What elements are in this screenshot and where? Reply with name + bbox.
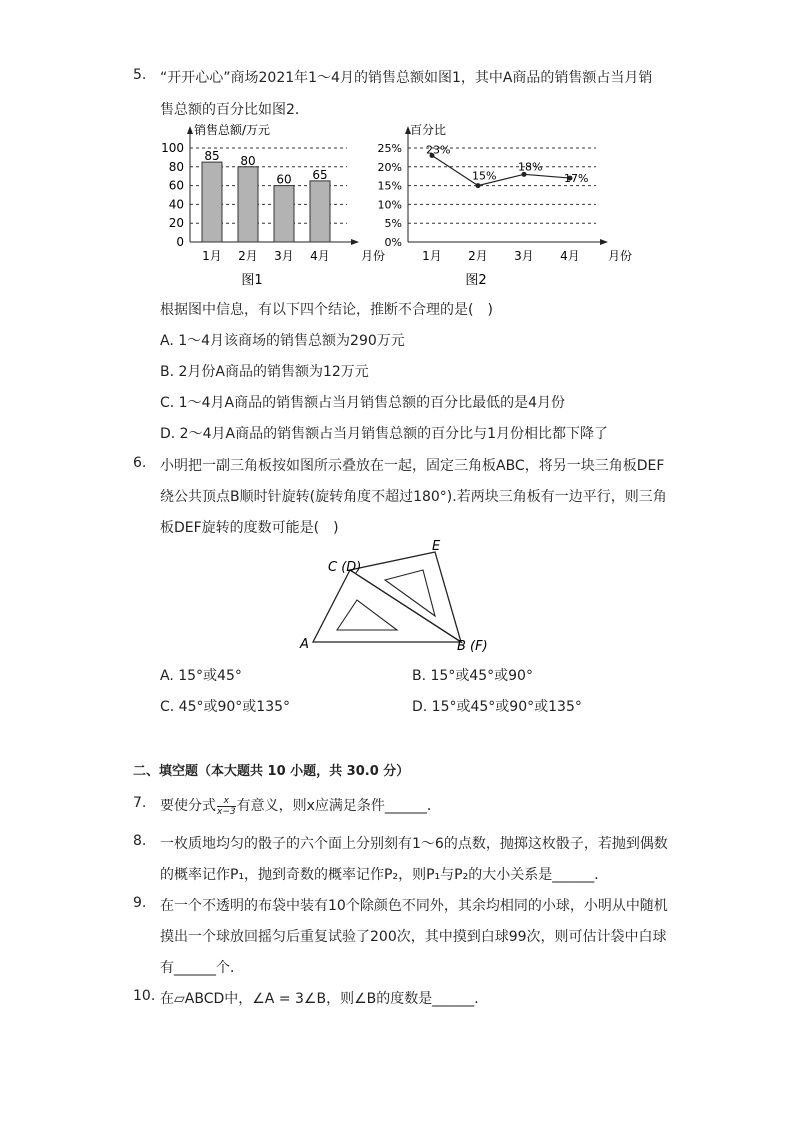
line-value-label: 15%: [472, 169, 497, 183]
bar-value-label: 60: [276, 172, 292, 187]
q5-option-b: B. 2月份A商品的销售额为12万元: [160, 364, 369, 380]
bar: [274, 186, 294, 242]
bar-y-tick: 40: [168, 197, 184, 212]
line-y-label: 百分比: [410, 123, 447, 137]
section-title: 二、填空题（本大题共 10 小题，共 30.0 分）: [133, 764, 410, 779]
q9-number: 9.: [133, 895, 147, 911]
q6-number: 6.: [133, 455, 147, 471]
q5-line2: 售总额的百分比如图2．: [160, 102, 309, 118]
bar-category-label: 3月: [274, 249, 294, 263]
line-point: [476, 183, 481, 188]
q8-line1: 一枚质地均匀的骰子的六个面上分别刻有1～6的点数，抛掷这枚骰子，若抛到偶数: [160, 836, 668, 852]
line-category-label: 2月: [468, 249, 488, 263]
bar-x-arrow: [351, 239, 359, 245]
q7-pre: 要使分式: [160, 798, 216, 814]
q5-option-d: D. 2～4月A商品的销售额占当月销售总额的百分比与1月份相比都下降了: [160, 426, 608, 442]
bar-y-tick: 100: [161, 141, 184, 155]
bar: [238, 167, 258, 242]
bar-y-tick: 20: [168, 216, 184, 231]
q6-option-c: C. 45°或90°或135°: [160, 699, 291, 715]
label-b-f: B (F): [457, 639, 488, 654]
line-x-label: 月份: [608, 249, 633, 263]
line-y-tick: 15%: [377, 179, 402, 193]
bar-category-label: 1月: [202, 249, 222, 263]
line-category-label: 1月: [422, 249, 442, 263]
label-a: A: [300, 637, 309, 652]
q6-option-b: B. 15°或45°或90°: [412, 668, 533, 684]
line-y-tick: 25%: [377, 142, 402, 155]
bar-y-label: 销售总额/万元: [194, 123, 271, 137]
q6-option-a: A. 15°或45°: [160, 668, 242, 684]
q9-line1: 在一个不透明的布袋中装有10个除颜色不同外，其余均相同的小球，小明从中随机: [160, 898, 668, 914]
q5-option-a: A. 1～4月该商场的销售总额为290万元: [160, 333, 405, 349]
bar-x-label: 月份: [361, 249, 386, 263]
line-y-tick: 0%: [384, 236, 402, 249]
q6-option-d: D. 15°或45°或90°或135°: [412, 699, 582, 715]
label-e: E: [432, 539, 441, 554]
q5-question: 根据图中信息，有以下四个结论，推断不合理的是( ): [160, 302, 493, 318]
bar-y-tick: 60: [168, 178, 184, 193]
bar-chart: [150, 118, 386, 290]
line-series: [432, 156, 570, 186]
line-y-tick: 5%: [384, 217, 402, 231]
q6-line1: 小明把一副三角板按如图所示叠放在一起，固定三角板ABC，将另一块三角板DEF: [160, 458, 665, 474]
bar-value-label: 85: [204, 149, 220, 164]
q7-frac-den: x−3: [217, 806, 236, 817]
triangle-figure: [295, 538, 515, 658]
q10-number: 10.: [133, 988, 156, 1004]
line-category-label: 4月: [560, 249, 580, 263]
line-value-label: 23%: [426, 143, 451, 157]
bar-y-tick: 0: [176, 235, 184, 249]
q7-text: [160, 795, 441, 817]
bar-y-tick: 80: [168, 159, 184, 174]
bar-value-label: 80: [240, 153, 256, 168]
line-chart: [372, 118, 633, 290]
line-y-tick: 20%: [377, 160, 402, 174]
q10-text: 在▱ABCD中，∠A = 3∠B，则∠B的度数是______．: [160, 991, 489, 1007]
bar-category-label: 2月: [238, 249, 258, 263]
q9-line3: 有______个．: [160, 960, 244, 976]
q9-line2: 摸出一个球放回摇匀后重复试验了200次，其中摸到白球99次，则可估计袋中白球: [160, 929, 667, 945]
q7-post: 有意义，则x应满足条件______．: [236, 798, 441, 814]
bar-y-arrow: [187, 126, 193, 134]
q5-option-c: C. 1～4月A商品的销售额占当月销售总额的百分比最低的是4月份: [160, 395, 565, 411]
label-c-d: C (D): [328, 560, 362, 575]
bar-chart-title: 图1: [241, 273, 263, 288]
bar-category-label: 4月: [310, 249, 330, 263]
line-category-label: 3月: [514, 249, 534, 263]
line-y-tick: 10%: [377, 198, 402, 212]
line-chart-title: 图2: [465, 273, 487, 288]
q8-number: 8.: [133, 833, 147, 849]
line-value-label: 17%: [564, 172, 589, 186]
triangle-def: [350, 552, 461, 642]
line-value-label: 18%: [518, 160, 543, 174]
bar: [310, 181, 330, 242]
q6-line3: 板DEF旋转的度数可能是( ): [160, 520, 339, 536]
q7-frac-num: x: [217, 796, 236, 807]
q7-fraction: [217, 796, 236, 817]
triangle-abc-inner: [337, 600, 397, 630]
q6-line2: 绕公共顶点B顺时针旋转(旋转角度不超过180°).若两块三角板有一边平行，则三角: [160, 489, 667, 505]
q8-line2: 的概率记作P₁，抛到奇数的概率记作P₂，则P₁与P₂的大小关系是______．: [160, 867, 609, 883]
bar-value-label: 65: [312, 167, 328, 182]
line-x-arrow: [600, 239, 608, 245]
q5-line1: “开开心心”商场2021年1～4月的销售总额如图1，其中A商品的销售额占当月销: [160, 70, 653, 86]
q7-number: 7.: [133, 795, 147, 811]
q5-number: 5.: [133, 67, 147, 83]
bar: [202, 162, 222, 242]
